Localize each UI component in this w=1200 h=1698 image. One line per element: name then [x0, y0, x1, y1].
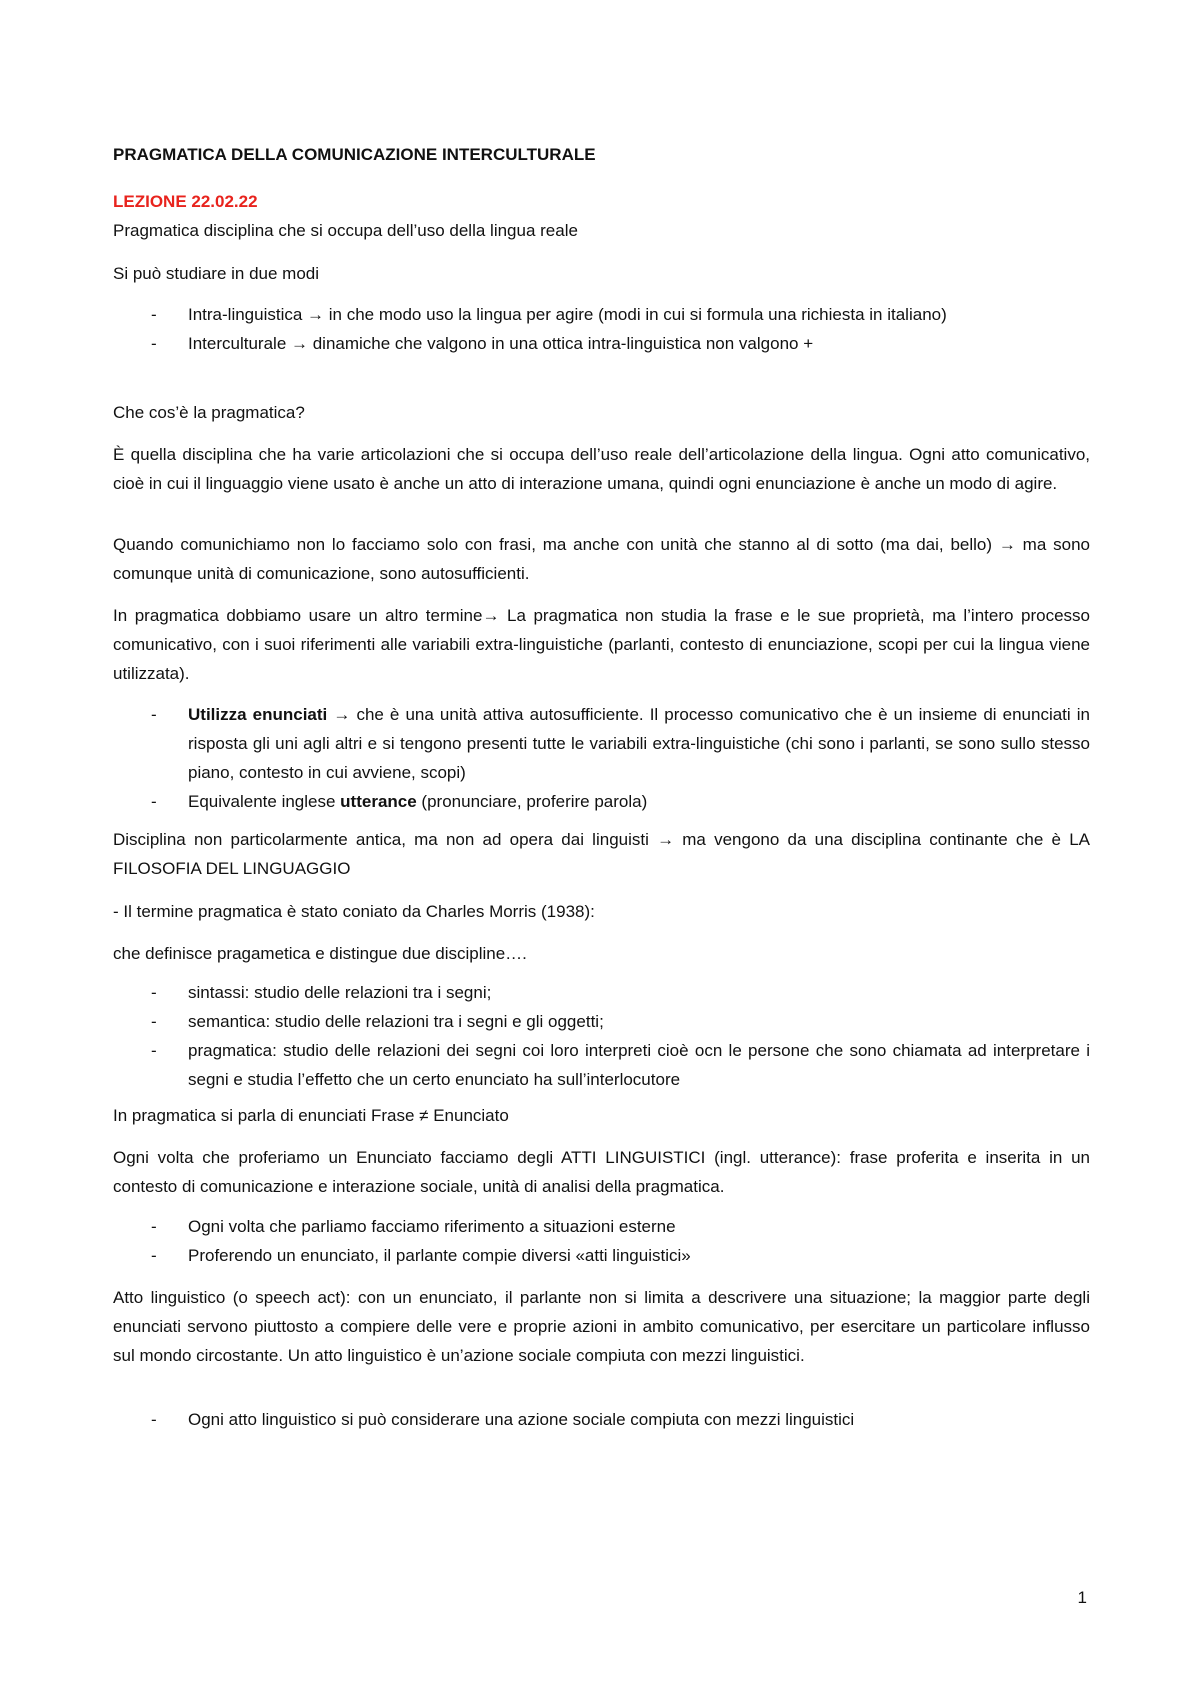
- list-item: - Equivalente inglese utterance (pronunciare, proferire parola): [113, 787, 1090, 816]
- lesson-heading: LEZIONE 22.02.22: [113, 192, 258, 211]
- paragraph-pragmatics-definition: È quella disciplina che ha varie articolazioni che si occupa dell’uso reale dell’articolazione della lingua. Ogni atto comunicativo, cioè in cui il linguaggio viene usato è anche un atto di interazione umana, quindi ogni enunciazione è anche un modo di agire.: [113, 445, 1090, 493]
- dash-bullet: -: [151, 1246, 157, 1265]
- disciplines-list: [113, 978, 1090, 1094]
- dash-bullet: -: [151, 1012, 157, 1031]
- dash-bullet: -: [151, 305, 157, 324]
- paragraph-atti-linguistici: Ogni volta che proferiamo un Enunciato facciamo degli ATTI LINGUISTICI (ingl. utterance): frase proferita e inserita in un contesto di comunicazione e interazione sociale, unità di analisi della pragmatica.: [113, 1148, 1090, 1196]
- list-item: - Utilizza enunciati → che è una unità attiva autosufficiente. Il processo comunicativo che è un insieme di enunciati in risposta gli uni agli altri e si tengono presenti tutte le variabili extra-linguistiche (chi sono i parlanti, se sono sullo stesso piano, contesto in cui avviene, scopi): [113, 700, 1090, 787]
- list-item: - Intra-linguistica → in che modo uso la lingua per agire (modi in cui si formula una richiesta in italiano): [113, 300, 1090, 329]
- paragraph-definition: Pragmatica disciplina che si occupa dell’uso della lingua reale: [113, 221, 578, 240]
- page-number: 1: [1077, 1588, 1087, 1607]
- paragraph-frase-enunciato: In pragmatica si parla di enunciati Frase ≠ Enunciato: [113, 1106, 509, 1125]
- list-item: - semantica: studio delle relazioni tra i segni e gli oggetti;: [113, 1007, 1090, 1036]
- list-item: - Interculturale → dinamiche che valgono in una ottica intra-linguistica non valgono +: [113, 329, 1090, 358]
- dash-bullet: -: [151, 334, 157, 353]
- list-item: - Proferendo un enunciato, il parlante compie diversi «atti linguistici»: [113, 1241, 1090, 1270]
- paragraph-question: Che cos’è la pragmatica?: [113, 403, 305, 422]
- dash-bullet: -: [151, 983, 157, 1002]
- utterance-list: [113, 700, 1090, 816]
- paragraph-speech-act: Atto linguistico (o speech act): con un enunciato, il parlante non si limita a descrivere una situazione; la maggior parte degli enunciati servono piuttosto a compiere delle vere e proprie azioni in ambito comunicativo, per esercitare un particolare influsso sul mondo circostante. Un atto linguistico è un’azione sociale compiuta con mezzi linguistici.: [113, 1288, 1090, 1365]
- list-item: - Ogni atto linguistico si può considerare una azione sociale compiuta con mezzi linguistici: [113, 1405, 1090, 1434]
- list-item: - sintassi: studio delle relazioni tra i segni;: [113, 978, 1090, 1007]
- paragraph-disciplines: che definisce pragametica e distingue due discipline….: [113, 944, 527, 963]
- dash-bullet: -: [151, 1041, 157, 1060]
- dash-bullet: -: [151, 1217, 157, 1236]
- paragraph-morris: - Il termine pragmatica è stato coniato da Charles Morris (1938):: [113, 902, 595, 921]
- list-item: - Ogni volta che parliamo facciamo riferimento a situazioni esterne: [113, 1212, 1090, 1241]
- dash-bullet: -: [151, 792, 157, 811]
- list-item: - pragmatica: studio delle relazioni dei segni coi loro interpreti cioè ocn le persone che sono chiamata ad interpretare i segni e studia l’effetto che un certo enunciato ha sull’interlocutore: [113, 1036, 1090, 1094]
- paragraph-communicative-process: In pragmatica dobbiamo usare un altro termine→ La pragmatica non studia la frase e le sue proprietà, ma l’intero processo comunicativo, con i suoi riferimenti alle variabili extra-linguistiche (parlanti, contesto di enunciazione, scopi per cui la lingua viene utilizzata).: [113, 606, 1090, 683]
- paragraph-philosophy: Disciplina non particolarmente antica, ma non ad opera dai linguisti → ma vengono da una disciplina continante che è LA FILOSOFIA DEL LINGUAGGIO: [113, 830, 1090, 878]
- paragraph-communication-units: Quando comunichiamo non lo facciamo solo con frasi, ma anche con unità che stanno al di sotto (ma dai, bello) → ma sono comunque unità di comunicazione, sono autosufficienti.: [113, 535, 1090, 583]
- document-title: PRAGMATICA DELLA COMUNICAZIONE INTERCULTURALE: [113, 145, 596, 164]
- dash-bullet: -: [151, 705, 157, 724]
- modes-list: [113, 300, 1090, 358]
- speech-acts-list: [113, 1212, 1090, 1270]
- social-action-list: [113, 1405, 1090, 1434]
- paragraph-study-modes: Si può studiare in due modi: [113, 264, 320, 283]
- dash-bullet: -: [151, 1410, 157, 1429]
